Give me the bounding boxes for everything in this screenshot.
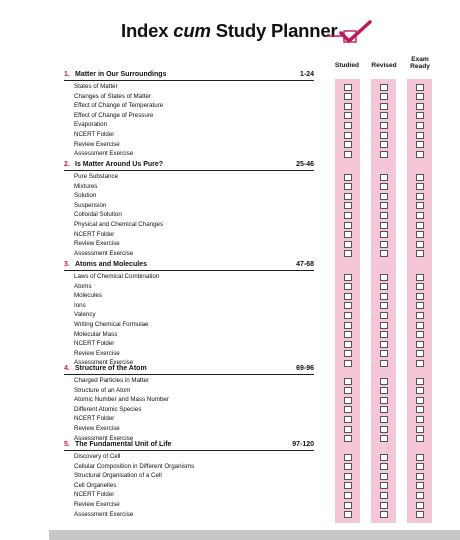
revised-checkbox[interactable] <box>380 331 388 338</box>
topic-item: NCERT Folder <box>74 131 115 138</box>
revised-column-header: Revised <box>371 62 397 69</box>
studied-checkbox[interactable] <box>344 250 352 257</box>
chapter-heading <box>64 260 314 271</box>
exam-ready-line1: Exam <box>411 56 429 63</box>
topic-item: Structure of an Atom <box>74 386 131 394</box>
exam-ready-checkbox[interactable] <box>416 463 424 470</box>
studied-checkbox[interactable] <box>344 350 352 357</box>
exam-ready-checkbox[interactable] <box>416 231 424 238</box>
topic-item: Evaporation <box>74 121 108 129</box>
studied-checkbox[interactable] <box>344 93 352 100</box>
revised-checkbox[interactable] <box>380 435 388 442</box>
exam-ready-checkbox[interactable] <box>416 331 424 338</box>
topic-item: Writing Chemical Formulae <box>74 321 149 328</box>
studied-checkbox[interactable] <box>344 193 352 200</box>
studied-checkbox[interactable] <box>344 426 352 433</box>
exam-ready-checkbox[interactable] <box>416 454 424 461</box>
topic-item: Effect of Change of Temperature <box>74 102 164 110</box>
topic-item: Mixtures <box>74 182 98 190</box>
exam-ready-checkbox[interactable] <box>416 416 424 423</box>
studied-checkbox[interactable] <box>344 463 352 470</box>
studied-checkbox[interactable] <box>344 387 352 394</box>
chapter-number: 5. <box>64 441 70 448</box>
exam-ready-checkbox[interactable] <box>416 122 424 129</box>
revised-checkbox[interactable] <box>380 183 388 190</box>
exam-ready-checkbox[interactable] <box>416 250 424 257</box>
studied-checkbox[interactable] <box>344 482 352 489</box>
exam-ready-checkbox[interactable] <box>416 293 424 300</box>
revised-checkbox[interactable] <box>380 93 388 100</box>
checkmark-logo-icon <box>326 20 378 50</box>
topic-item: Physical and Chemical Changes <box>74 221 164 228</box>
studied-checkbox[interactable] <box>344 378 352 385</box>
studied-checkbox[interactable] <box>344 331 352 338</box>
exam-ready-checkbox[interactable] <box>416 387 424 394</box>
exam-ready-checkbox[interactable] <box>416 426 424 433</box>
studied-checkbox[interactable] <box>344 183 352 190</box>
topic-item: Molecules <box>74 292 102 300</box>
topic-item: Suspension <box>74 201 107 209</box>
exam-ready-checkbox[interactable] <box>416 492 424 499</box>
chapter-pages: 25-46 <box>296 161 314 168</box>
chapter-heading <box>64 364 314 375</box>
revised-checkbox[interactable] <box>380 302 388 309</box>
revised-checkbox[interactable] <box>380 387 388 394</box>
exam-ready-checkbox[interactable] <box>416 103 424 110</box>
studied-checkbox[interactable] <box>344 360 352 367</box>
studied-checkbox[interactable] <box>344 511 352 518</box>
exam-ready-checkbox[interactable] <box>416 397 424 404</box>
studied-checkbox[interactable] <box>344 322 352 329</box>
revised-checkbox[interactable] <box>380 222 388 229</box>
chapter-name: Is Matter Around Us Pure? <box>75 161 164 168</box>
topic-item: Solution <box>74 192 97 200</box>
exam-ready-checkbox[interactable] <box>416 141 424 148</box>
exam-ready-checkbox[interactable] <box>416 212 424 219</box>
studied-checkbox[interactable] <box>344 502 352 509</box>
studied-checkbox[interactable] <box>344 312 352 319</box>
topic-item: Charged Particles in Matter <box>74 377 149 384</box>
topic-item: Review Exercise <box>74 349 120 357</box>
topic-item: Atomic Number and Mass Number <box>74 396 169 404</box>
revised-checkbox[interactable] <box>380 274 388 281</box>
revised-checkbox[interactable] <box>380 132 388 139</box>
studied-checkbox[interactable] <box>344 492 352 499</box>
exam-ready-checkbox[interactable] <box>416 482 424 489</box>
topic-item: Valency <box>74 311 96 319</box>
revised-checkbox[interactable] <box>380 103 388 110</box>
studied-checkbox[interactable] <box>344 212 352 219</box>
chapter-pages: 1-24 <box>299 71 314 78</box>
chapter-number: 2. <box>64 161 70 168</box>
revised-checkbox[interactable] <box>380 84 388 91</box>
topic-item: Structural Organisation of a Cell <box>74 472 162 480</box>
revised-checkbox[interactable] <box>380 250 388 257</box>
studied-checkbox[interactable] <box>344 132 352 139</box>
revised-checkbox[interactable] <box>380 378 388 385</box>
revised-checkbox[interactable] <box>380 141 388 148</box>
revised-checkbox[interactable] <box>380 293 388 300</box>
chapter-heading <box>64 440 314 451</box>
studied-checkbox[interactable] <box>344 293 352 300</box>
chapter-name: Structure of the Atom <box>75 365 147 372</box>
studied-checkbox[interactable] <box>344 151 352 158</box>
title-cum: cum <box>173 20 211 41</box>
exam-ready-checkbox[interactable] <box>416 183 424 190</box>
exam-ready-checkbox[interactable] <box>416 502 424 509</box>
title-index: Index <box>121 20 169 41</box>
revised-checkbox[interactable] <box>380 322 388 329</box>
topic-item: Ions <box>74 301 86 309</box>
revised-checkbox[interactable] <box>380 416 388 423</box>
topic-item: Review Exercise <box>74 425 120 432</box>
revised-checkbox[interactable] <box>380 112 388 119</box>
revised-checkbox[interactable] <box>380 151 388 158</box>
studied-checkbox[interactable] <box>344 222 352 229</box>
studied-checkbox[interactable] <box>344 122 352 129</box>
revised-checkbox[interactable] <box>380 122 388 129</box>
studied-checkbox[interactable] <box>344 283 352 290</box>
title-study-planner: Study Planner <box>215 20 338 41</box>
exam-ready-checkbox[interactable] <box>416 283 424 290</box>
chapter-number: 4. <box>64 365 70 372</box>
exam-ready-checkbox[interactable] <box>416 222 424 229</box>
revised-checkbox[interactable] <box>380 492 388 499</box>
studied-checkbox[interactable] <box>344 302 352 309</box>
exam-ready-checkbox[interactable] <box>416 174 424 181</box>
exam-ready-line2: Ready <box>410 63 430 70</box>
topic-item: Review Exercise <box>74 501 120 508</box>
studied-checkbox[interactable] <box>344 241 352 248</box>
studied-checkbox[interactable] <box>344 274 352 281</box>
chapter-pages: 69-96 <box>296 365 314 372</box>
revised-checkbox[interactable] <box>380 426 388 433</box>
topic-item: States of Matter <box>74 83 118 90</box>
topic-item: Cell Organelles <box>74 481 117 489</box>
topic-item: NCERT Folder <box>74 491 115 499</box>
topic-item: Molecular Mass <box>74 330 118 338</box>
exam-ready-checkbox[interactable] <box>416 511 424 518</box>
studied-checkbox[interactable] <box>344 84 352 91</box>
revised-checkbox[interactable] <box>380 482 388 489</box>
chapter-name: Atoms and Molecules <box>75 261 147 268</box>
revised-checkbox[interactable] <box>380 241 388 248</box>
studied-checkbox[interactable] <box>344 416 352 423</box>
revised-checkbox[interactable] <box>380 406 388 413</box>
topic-item: Assessment Exercise <box>74 249 134 257</box>
exam-ready-checkbox[interactable] <box>416 302 424 309</box>
exam-ready-column-header <box>398 56 442 70</box>
studied-checkbox[interactable] <box>344 103 352 110</box>
revised-checkbox[interactable] <box>380 473 388 480</box>
revised-checkbox[interactable] <box>380 360 388 367</box>
exam-ready-checkbox[interactable] <box>416 93 424 100</box>
topic-item: Assessment Exercise <box>74 510 134 518</box>
topic-item: Assessment Exercise <box>74 359 134 367</box>
chapter-name: The Fundamental Unit of Life <box>75 441 172 448</box>
topic-item: NCERT Folder <box>74 230 115 238</box>
revised-checkbox[interactable] <box>380 350 388 357</box>
studied-checkbox[interactable] <box>344 406 352 413</box>
exam-ready-checkbox[interactable] <box>416 274 424 281</box>
revised-checkbox[interactable] <box>380 231 388 238</box>
topic-item: Pure Substance <box>74 173 119 180</box>
exam-ready-checkbox[interactable] <box>416 350 424 357</box>
chapter-number: 1. <box>64 71 70 78</box>
chapter-pages: 47-68 <box>296 261 314 268</box>
chapter-heading <box>64 160 314 171</box>
exam-ready-checkbox[interactable] <box>416 151 424 158</box>
studied-checkbox[interactable] <box>344 341 352 348</box>
revised-checkbox[interactable] <box>380 397 388 404</box>
exam-ready-checkbox[interactable] <box>416 112 424 119</box>
chapter-heading <box>64 70 314 81</box>
topic-item: Changes of States of Matter <box>74 92 152 100</box>
page-header <box>0 20 460 50</box>
exam-ready-checkbox[interactable] <box>416 360 424 367</box>
topic-item: NCERT Folder <box>74 340 115 348</box>
studied-checkbox[interactable] <box>344 141 352 148</box>
studied-checkbox[interactable] <box>344 202 352 209</box>
exam-ready-checkbox[interactable] <box>416 378 424 385</box>
exam-ready-checkbox[interactable] <box>416 341 424 348</box>
exam-ready-checkbox[interactable] <box>416 241 424 248</box>
revised-checkbox[interactable] <box>380 511 388 518</box>
studied-checkbox[interactable] <box>344 435 352 442</box>
exam-ready-checkbox[interactable] <box>416 202 424 209</box>
topic-item: Assessment Exercise <box>74 150 134 158</box>
studied-checkbox[interactable] <box>344 231 352 238</box>
exam-ready-checkbox[interactable] <box>416 132 424 139</box>
topic-item: Assessment Exercise <box>74 434 134 442</box>
exam-ready-checkbox[interactable] <box>416 312 424 319</box>
revised-checkbox[interactable] <box>380 463 388 470</box>
chapter-number: 3. <box>64 261 70 268</box>
studied-column-header: Studied <box>334 62 360 69</box>
topic-item: Laws of Chemical Combination <box>74 273 160 280</box>
studied-checkbox[interactable] <box>344 473 352 480</box>
revised-checkbox[interactable] <box>380 454 388 461</box>
exam-ready-checkbox[interactable] <box>416 193 424 200</box>
revised-checkbox[interactable] <box>380 202 388 209</box>
exam-ready-checkbox[interactable] <box>416 435 424 442</box>
chapter-name: Matter in Our Surroundings <box>75 71 167 78</box>
chapter-pages: 97-120 <box>292 441 314 448</box>
studied-checkbox[interactable] <box>344 174 352 181</box>
topic-item: Discovery of Cell <box>74 453 121 460</box>
footer-bar <box>49 530 460 540</box>
topic-item: Review Exercise <box>74 240 120 248</box>
studied-checkbox[interactable] <box>344 397 352 404</box>
exam-ready-checkbox[interactable] <box>416 473 424 480</box>
page-title <box>121 20 337 42</box>
studied-checkbox[interactable] <box>344 454 352 461</box>
revised-checkbox[interactable] <box>380 312 388 319</box>
topic-item: Different Atomic Species <box>74 405 142 413</box>
exam-ready-checkbox[interactable] <box>416 84 424 91</box>
revised-checkbox[interactable] <box>380 502 388 509</box>
revised-checkbox[interactable] <box>380 212 388 219</box>
exam-ready-checkbox[interactable] <box>416 322 424 329</box>
topic-item: Effect of Change of Pressure <box>74 111 154 119</box>
revised-checkbox[interactable] <box>380 341 388 348</box>
topic-item: NCERT Folder <box>74 415 115 423</box>
studied-checkbox[interactable] <box>344 112 352 119</box>
revised-checkbox[interactable] <box>380 283 388 290</box>
topic-item: Review Exercise <box>74 140 120 148</box>
topic-item: Cellular Composition in Different Organisms <box>74 462 195 470</box>
revised-checkbox[interactable] <box>380 174 388 181</box>
topic-item: Atoms <box>74 282 92 290</box>
exam-ready-checkbox[interactable] <box>416 406 424 413</box>
revised-checkbox[interactable] <box>380 193 388 200</box>
topic-item: Colloidal Solution <box>74 211 122 219</box>
